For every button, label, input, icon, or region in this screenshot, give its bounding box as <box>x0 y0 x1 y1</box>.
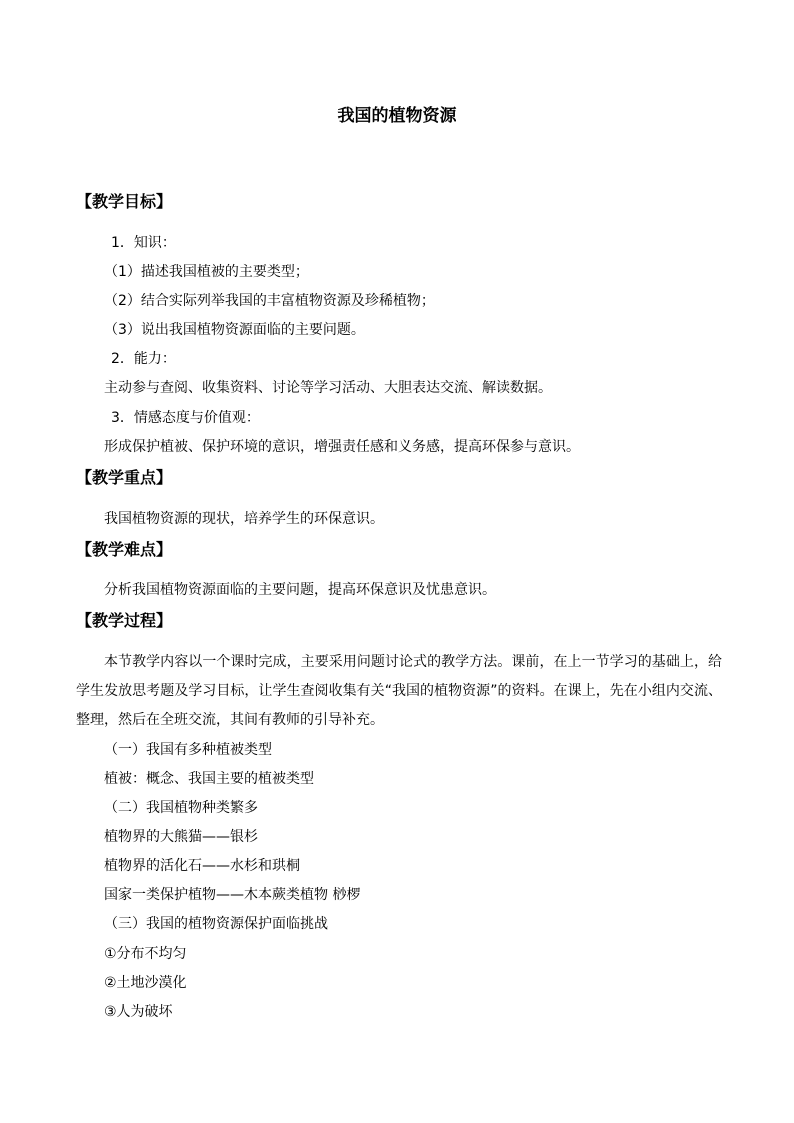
part3-item: ③人为破坏 <box>104 1004 173 1020</box>
knowledge-label: 1．知识： <box>111 235 176 251</box>
key-points-text: 我国植物资源的现状，培养学生的环保意识。 <box>104 511 384 527</box>
attitude-text: 形成保护植被、保护环境的意识，增强责任感和义务感，提高环保参与意识。 <box>104 439 580 455</box>
ability-label: 2．能力： <box>111 351 176 367</box>
part2-title: （二）我国植物种类繁多 <box>104 800 258 816</box>
process-intro: 本节教学内容以一个课时完成，主要采用问题讨论式的教学方法。课前，在上一节学习的基础上，给学生发放思考题及学习目标，让学生查阅收集有关“我国的植物资源”的资料。在课上，先在小组内交流、整理，然后在全班交流，其间有教师的引导补充。 <box>76 654 722 728</box>
knowledge-item: （1）描述我国植被的主要类型； <box>104 264 309 280</box>
knowledge-item: （2）结合实际列举我国的丰富植物资源及珍稀植物； <box>104 293 435 309</box>
part3-item: ①分布不均匀 <box>104 946 187 962</box>
knowledge-item: （3）说出我国植物资源面临的主要问题。 <box>104 322 365 338</box>
part3-title: （三）我国的植物资源保护面临挑战 <box>104 916 328 932</box>
part1-text: 植被：概念、我国主要的植被类型 <box>104 771 314 787</box>
part1-title: （一）我国有多种植被类型 <box>104 742 272 758</box>
process-heading: 【教学过程】 <box>76 611 173 630</box>
document-title: 我国的植物资源 <box>337 106 457 126</box>
part3-item: ②土地沙漠化 <box>104 975 187 991</box>
ability-text: 主动参与查阅、收集资料、讨论等学习活动、大胆表达交流、解读数据。 <box>104 380 552 396</box>
attitude-label: 3．情感态度与价值观： <box>111 410 260 426</box>
key-points-heading: 【教学重点】 <box>76 468 173 487</box>
difficulties-text: 分析我国植物资源面临的主要问题，提高环保意识及忧患意识。 <box>104 582 496 598</box>
difficulties-heading: 【教学难点】 <box>76 540 173 559</box>
objectives-heading: 【教学目标】 <box>76 192 173 211</box>
part2-line: 植物界的大熊猫——银杉 <box>104 829 258 845</box>
part2-line: 植物界的活化石——水杉和珙桐 <box>104 858 300 874</box>
part2-line: 国家一类保护植物——木本蕨类植物 桫椤 <box>104 887 361 903</box>
